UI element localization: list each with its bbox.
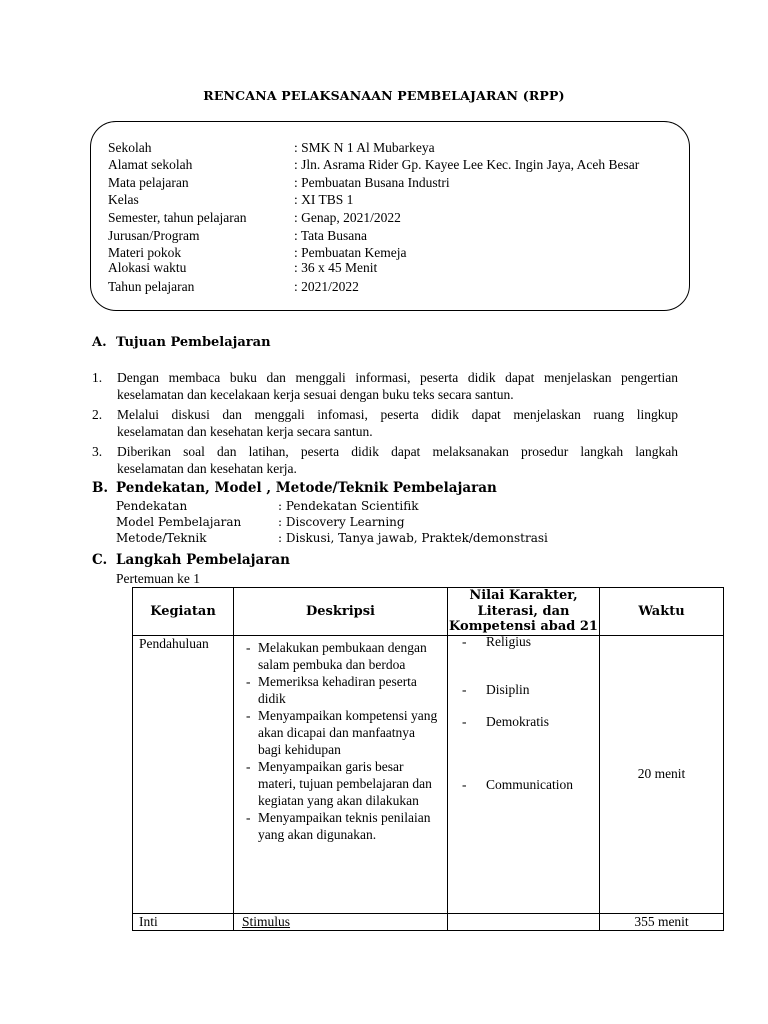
- section-title: Langkah Pembelajaran: [116, 552, 290, 568]
- approach-value: : Diskusi, Tanya jawab, Praktek/demonstrasi: [278, 531, 548, 545]
- value-item: [462, 634, 531, 650]
- header-nilai: [448, 588, 600, 636]
- identity-label: Jurusan/Program: [108, 228, 200, 243]
- dash-bullet: -: [462, 681, 467, 697]
- meeting-label: Pertemuan ke 1: [116, 571, 200, 586]
- objective-text: keselamatan dan kesehatan kerja.: [117, 461, 297, 476]
- section-title: Tujuan Pembelajaran: [116, 335, 271, 350]
- identity-label: Tahun pelajaran: [108, 279, 195, 294]
- list-item: [240, 673, 441, 707]
- section-a-heading: [92, 335, 271, 350]
- objective-text: Melalui diskusi dan menggali infomasi, peserta didik dapat menjelaskan ruang lingkup: [117, 407, 678, 422]
- dash-bullet: -: [246, 809, 251, 825]
- value-text: Demokratis: [486, 713, 549, 729]
- header-waktu: Waktu: [600, 588, 724, 636]
- header-nilai-line: Nilai Karakter,: [469, 588, 578, 603]
- approach-label: Pendekatan: [116, 499, 188, 513]
- identity-row: [108, 228, 367, 244]
- cell-kegiatan: Inti: [133, 913, 234, 930]
- identity-label: Alokasi waktu: [108, 260, 187, 275]
- dash-bullet: -: [246, 673, 251, 689]
- objective-number: 2.: [92, 407, 103, 422]
- header-nilai-line: Kompetensi abad 21: [449, 619, 598, 634]
- identity-value: : Jln. Asrama Rider Gp. Kayee Lee Kec. Ingin Jaya, Aceh Besar: [294, 157, 640, 172]
- objective-number: 3.: [92, 444, 103, 459]
- objective-text: keselamatan dan kecelakaan kerja sesuai dengan buku teks secara santun.: [117, 387, 514, 402]
- dash-bullet: -: [462, 633, 467, 649]
- description-text: Melakukan pembukaan dengan salam pembuka dan berdoa: [258, 639, 427, 672]
- list-item: [240, 758, 441, 809]
- identity-value: : Tata Busana: [294, 228, 368, 243]
- approach-label: Metode/Teknik: [116, 531, 207, 545]
- identity-row: [108, 157, 639, 173]
- dash-bullet: -: [246, 707, 251, 723]
- section-c-heading: [92, 552, 290, 568]
- objective-item: [92, 443, 678, 477]
- objective-item: [92, 406, 678, 440]
- header-deskripsi: Deskripsi: [234, 588, 448, 636]
- dash-bullet: -: [246, 758, 251, 774]
- identity-value: : 36 x 45 Menit: [294, 260, 378, 275]
- description-text: Menyampaikan garis besar materi, tujuan pembelajaran dan kegiatan yang akan dilakukan: [258, 758, 432, 808]
- objective-text: keselamatan dan kesehatan kerja secara santun.: [117, 424, 373, 439]
- identity-label: Mata pelajaran: [108, 175, 189, 190]
- header-nilai-line: Literasi, dan: [477, 603, 570, 619]
- identity-value: : 2021/2022: [294, 279, 359, 294]
- table-header-row: [133, 588, 724, 636]
- cell-waktu: 355 menit: [600, 913, 724, 930]
- approach-row: [116, 499, 419, 514]
- identity-row: [108, 210, 401, 226]
- dash-bullet: -: [246, 639, 251, 655]
- objective-text: Diberikan soal dan latihan, peserta didik dapat melaksanakan prosedur langkah langkah: [117, 444, 678, 459]
- value-item: [462, 714, 549, 730]
- identity-label: Sekolah: [108, 140, 152, 155]
- value-text: Religius: [486, 633, 532, 649]
- value-item: [462, 777, 573, 793]
- identity-row: [108, 279, 359, 295]
- identity-row: [108, 140, 435, 156]
- value-item: [462, 682, 530, 698]
- value-text: Communication: [486, 776, 573, 792]
- cell-nilai: [448, 913, 600, 930]
- approach-label: Model Pembelajaran: [116, 515, 242, 529]
- identity-label: Semester, tahun pelajaran: [108, 210, 247, 225]
- cell-kegiatan: Pendahuluan: [133, 635, 234, 913]
- header-kegiatan: Kegiatan: [133, 588, 234, 636]
- document-title: RENCANA PELAKSANAAN PEMBELAJARAN (RPP): [203, 88, 565, 103]
- identity-row: [108, 192, 353, 208]
- identity-row: [108, 260, 377, 276]
- identity-label: Kelas: [108, 192, 139, 207]
- cell-nilai: [448, 635, 600, 913]
- table-row: [133, 635, 724, 913]
- list-item: [240, 639, 441, 673]
- objective-number: 1.: [92, 370, 103, 385]
- value-text: Disiplin: [486, 681, 530, 697]
- identity-value: : Pembuatan Busana Industri: [294, 175, 450, 190]
- approach-value: : Pendekatan Scientifik: [278, 499, 419, 513]
- description-list: [240, 639, 441, 843]
- section-title: Pendekatan, Model , Metode/Teknik Pembelajaran: [116, 480, 497, 496]
- identity-value: : SMK N 1 Al Mubarkeya: [294, 140, 435, 155]
- identity-value: : Genap, 2021/2022: [294, 210, 401, 225]
- description-text: Menyampaikan kompetensi yang akan dicapai dan manfaatnya bagi kehidupan: [258, 707, 438, 757]
- list-item: [240, 707, 441, 758]
- cell-deskripsi: [234, 635, 448, 913]
- objective-item: [92, 369, 678, 403]
- cell-waktu: 20 menit: [600, 635, 724, 913]
- dash-bullet: -: [462, 776, 467, 792]
- section-letter: C.: [92, 552, 108, 568]
- objective-text: Dengan membaca buku dan menggali informasi, peserta didik dapat menjelaskan pengertian: [117, 370, 678, 385]
- identity-value: : Pembuatan Kemeja: [294, 245, 407, 260]
- description-text: Menyampaikan teknis penilaian yang akan digunakan.: [258, 809, 431, 842]
- approach-row: [116, 515, 405, 530]
- identity-value: : XI TBS 1: [294, 192, 354, 207]
- description-text: Memeriksa kehadiran peserta didik: [258, 673, 417, 706]
- identity-row: [108, 245, 406, 261]
- section-letter: A.: [92, 335, 107, 350]
- identity-label: Alamat sekolah: [108, 157, 193, 172]
- section-letter: B.: [92, 480, 109, 496]
- identity-label: Materi pokok: [108, 245, 182, 260]
- approach-row: [116, 531, 548, 546]
- list-item: [240, 809, 441, 843]
- identity-row: [108, 175, 450, 191]
- cell-deskripsi: Stimulus: [234, 913, 448, 930]
- approach-value: : Discovery Learning: [278, 515, 405, 529]
- section-b-heading: [92, 480, 497, 496]
- lesson-steps-table: [132, 587, 724, 931]
- dash-bullet: -: [462, 713, 467, 729]
- table-row: [133, 913, 724, 930]
